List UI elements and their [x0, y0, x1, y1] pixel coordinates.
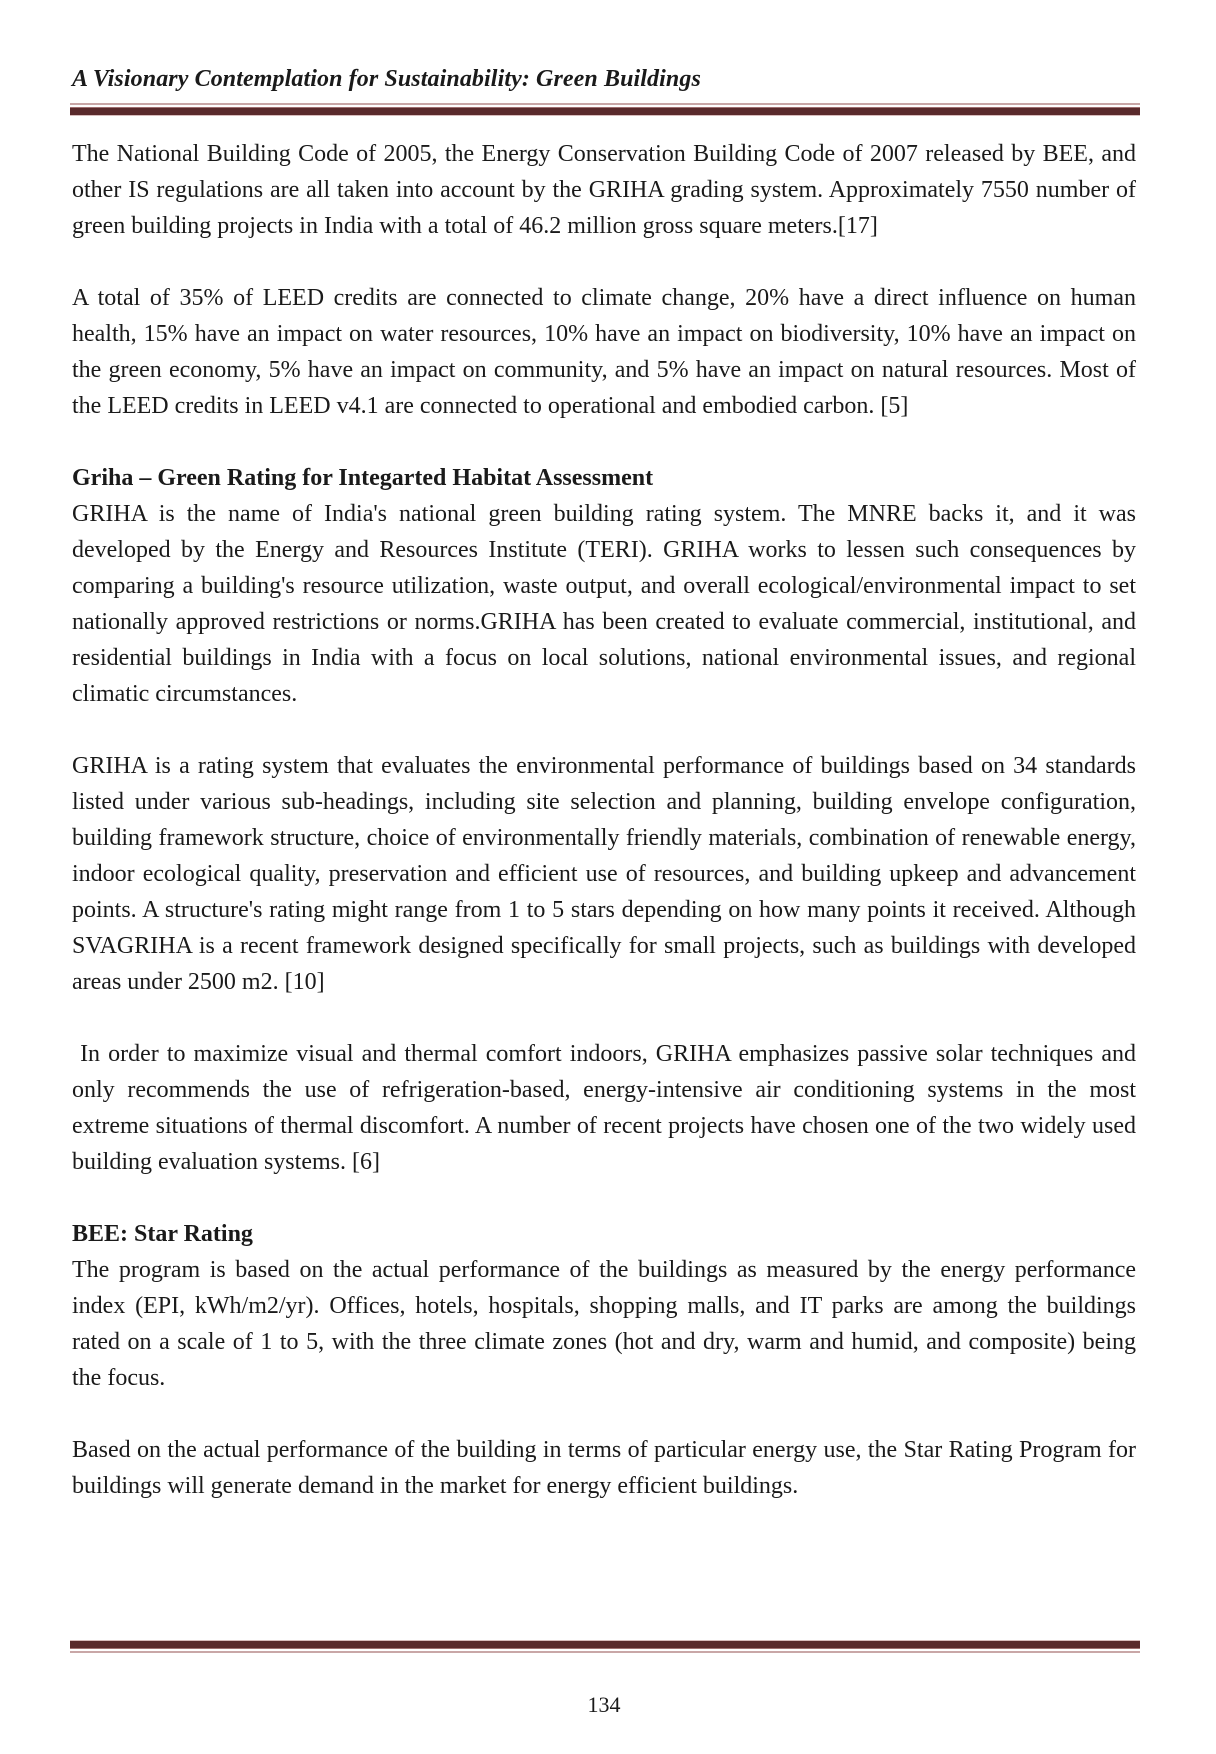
paragraph-bee-demand: Based on the actual performance of the building in terms of particular energy use, the Star Rating Program for buildings will generate demand in the market for energy efficient buildings.	[72, 1437, 1136, 1499]
body-text	[72, 136, 1142, 1540]
paragraph-bee-program: The program is based on the actual performance of the buildings as measured by the energy performance index (EPI, kWh/m2/yr). Offices, hotels, hospitals, shopping malls, and IT parks are among the buildings rated on a scale of 1 to 5, with the three climate zones (hot and dry, warm and humid, and composite) being the focus.	[72, 1257, 1136, 1391]
footer-rule-thick	[70, 1640, 1140, 1649]
page-number: 134	[587, 1692, 621, 1717]
paragraph-leed-credits: A total of 35% of LEED credits are connected to climate change, 20% have a direct influence on human health, 15% have an impact on water resources, 10% have an impact on biodiversity, 10% have an impact on the green economy, 5% have an impact on community, and 5% have an impact on natural resources. Most of the LEED credits in LEED v4.1 are connected to operational and embodied carbon. [5]	[72, 285, 1136, 419]
header-rule-thin	[70, 103, 1140, 105]
section-heading-griha: Griha – Green Rating for Integarted Habitat Assessment	[72, 465, 654, 491]
section-heading-bee: BEE: Star Rating	[72, 1221, 253, 1247]
footer-rule	[70, 1640, 1140, 1653]
running-head: A Visionary Contemplation for Sustainability: Green Buildings	[72, 66, 701, 92]
paragraph-griha-intro: GRIHA is the name of India's national green building rating system. The MNRE backs it, and it was developed by the Energy and Resources Institute (TERI). GRIHA works to lessen such consequences by comparing a building's resource utilization, waste output, and overall ecological/environmental impact to set nationally approved restrictions or norms.GRIHA has been created to evaluate commercial, institutional, and residential buildings in India with a focus on local solutions, national environmental issues, and regional climatic circumstances.	[72, 501, 1136, 707]
paragraph-griha-rating: GRIHA is a rating system that evaluates the environmental performance of buildings based on 34 standards listed under various sub-headings, including site selection and planning, building envelope configuration, building framework structure, choice of environmentally friendly materials, combination of renewable energy, indoor ecological quality, preservation and efficient use of resources, and building upkeep and advancement points. A structure's rating might range from 1 to 5 stars depending on how many points it received. Although SVAGRIHA is a recent framework designed specifically for small projects, such as buildings with developed areas under 2500 m2. [10]	[72, 753, 1136, 995]
header-rule	[70, 103, 1140, 116]
header-rule-thick	[70, 107, 1140, 116]
footer-rule-thin	[70, 1651, 1140, 1653]
paragraph-griha-comfort: In order to maximize visual and thermal comfort indoors, GRIHA emphasizes passive solar techniques and only recommends the use of refrigeration-based, energy-intensive air conditioning systems in the most extreme situations of thermal discomfort. A number of recent projects have chosen one of the two widely used building evaluation systems. [6]	[72, 1041, 1142, 1175]
paragraph-griha-codes: The National Building Code of 2005, the Energy Conservation Building Code of 2007 released by BEE, and other IS regulations are all taken into account by the GRIHA grading system. Approximately 7550 number of green building projects in India with a total of 46.2 million gross square meters.[17]	[72, 141, 1136, 239]
